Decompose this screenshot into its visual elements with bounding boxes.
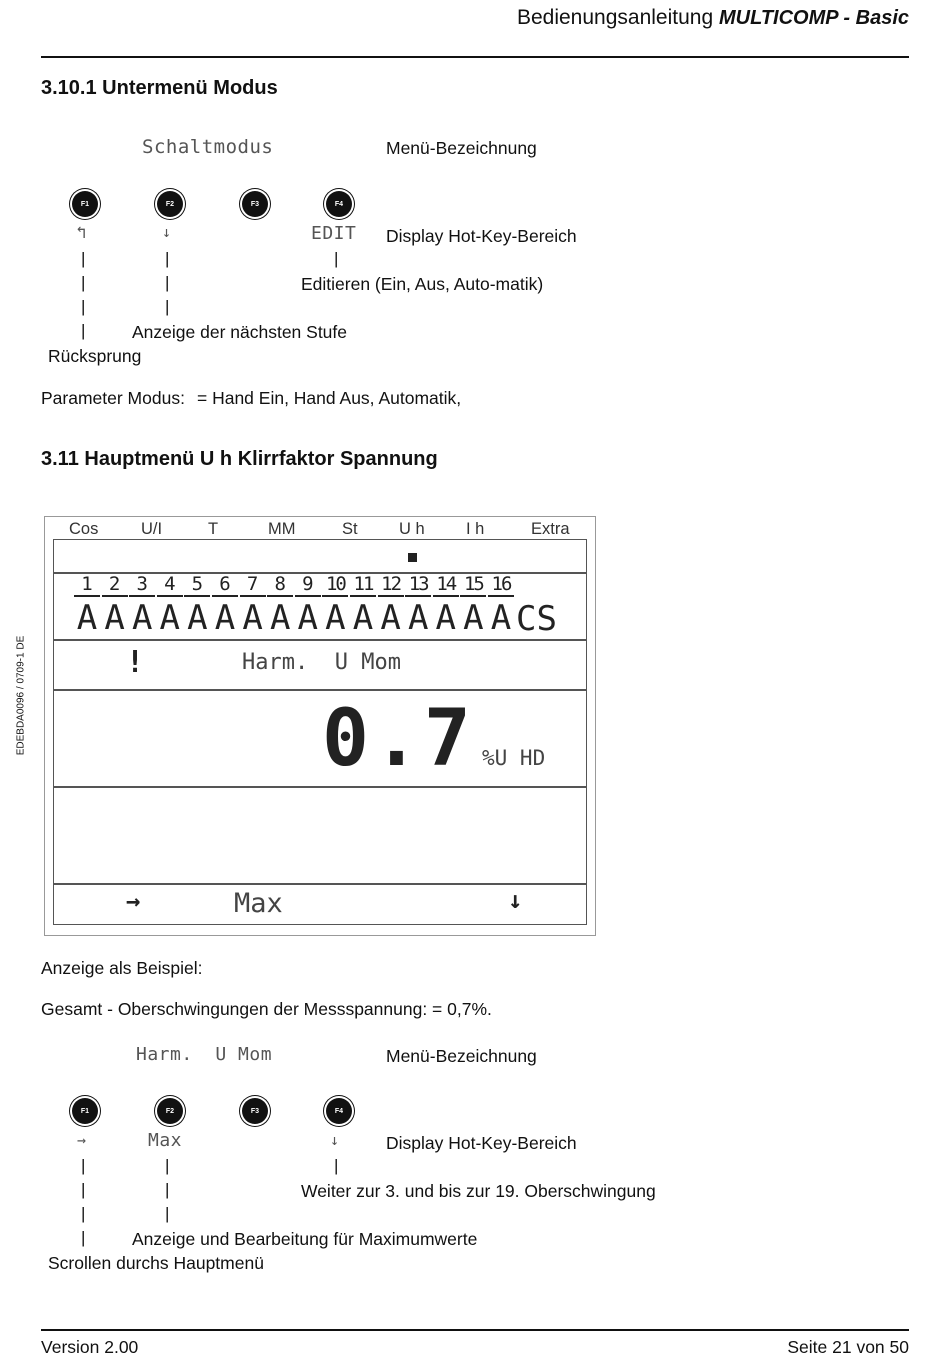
channel-number: 10 — [322, 573, 348, 597]
lcd-tab-ui[interactable]: U/I — [141, 520, 163, 538]
connector-line: | — [165, 1180, 170, 1199]
channel-state: A — [131, 598, 153, 638]
lcd-row-value — [53, 689, 587, 788]
header-divider — [41, 56, 909, 58]
channel-state: A — [463, 598, 484, 638]
channel-number: 6 — [212, 573, 238, 597]
connector-line: | — [334, 1156, 339, 1175]
lcd-tab-cos[interactable]: Cos — [69, 520, 99, 538]
example-label: Anzeige als Beispiel: — [41, 958, 203, 978]
channel-state: A — [76, 598, 98, 638]
lcd-row-mode — [53, 639, 587, 691]
channel-state: A — [380, 598, 401, 638]
channel-state: A — [104, 598, 125, 638]
lcd-display — [44, 516, 596, 936]
menu-name-label-2: Menü-Bezeichnung — [386, 1046, 537, 1066]
connector-line: | — [165, 1204, 170, 1223]
f2-key-icon[interactable]: F2 — [157, 191, 183, 217]
channel-state: A — [269, 598, 291, 638]
header-brand: MULTICOMP - Basic — [718, 7, 909, 29]
menu-name-lcd: Schaltmodus — [142, 136, 274, 158]
hotkey-f1-right-arrow-icon: → — [77, 1131, 87, 1149]
connector-line: | — [81, 249, 86, 268]
channel-state: A — [325, 598, 346, 638]
channel-number: 12 — [378, 573, 404, 597]
section-heading-hauptmenu: 3.11 Hauptmenü U h Klirrfaktor Spannung — [41, 448, 438, 470]
side-doc-code: EDEBDA0096 / 0709-1 DE — [15, 635, 27, 756]
softkey-right-arrow-icon[interactable]: → — [126, 887, 141, 915]
channel-state: A — [159, 598, 181, 638]
lcd-tab-extra[interactable]: Extra — [531, 520, 570, 538]
lcd-tab-uh[interactable]: U h — [399, 520, 425, 538]
header-title — [517, 6, 909, 30]
desc-f2: Anzeige der nächsten Stufe — [132, 322, 348, 342]
f4-key-icon[interactable]: F4 — [326, 191, 352, 217]
hotkey-f1-return-icon: ↰ — [76, 223, 87, 243]
channel-state: A — [352, 598, 374, 638]
measured-value: 0.7 — [322, 694, 475, 784]
lcd-tab-t[interactable]: T — [208, 520, 219, 538]
active-tab-marker-icon — [408, 553, 417, 562]
lcd-tab-st[interactable]: St — [342, 520, 358, 538]
connector-line: | — [81, 297, 86, 316]
lcd-row-channels — [53, 572, 587, 641]
channel-number: 16 — [488, 573, 514, 597]
channel-state: A — [490, 598, 512, 638]
footer-page: Seite 21 von 50 — [787, 1337, 909, 1357]
hotkey-area-label: Display Hot-Key-Bereich — [386, 226, 577, 246]
channel-number: 5 — [184, 573, 210, 597]
channel-state: A — [187, 598, 208, 638]
channel-number: 14 — [433, 573, 459, 597]
f3-key-icon[interactable]: F3 — [242, 191, 268, 217]
channel-number: 4 — [157, 573, 183, 597]
f1-key-icon[interactable]: F1 — [72, 191, 98, 217]
channel-number: 1 — [74, 573, 100, 597]
f4-key-icon[interactable]: F4 — [326, 1098, 352, 1124]
f3-key-icon[interactable]: F3 — [242, 1098, 268, 1124]
channel-number: 11 — [350, 573, 376, 597]
lcd-row-softkeys — [53, 883, 587, 925]
connector-line: | — [165, 1156, 170, 1175]
connector-line: | — [81, 1180, 86, 1199]
example-text: Gesamt - Oberschwingungen der Messspannung: = 0,7%. — [41, 999, 492, 1019]
hotkey-f2-max: Max — [148, 1130, 183, 1151]
measured-unit: %U HD — [482, 746, 546, 770]
channel-state: A — [242, 598, 263, 638]
channel-state: A — [435, 598, 457, 638]
softkey-down-arrow-icon[interactable]: ↓ — [508, 886, 523, 914]
connector-line: | — [81, 1204, 86, 1223]
desc-f2-2: Anzeige und Bearbeitung für Maximumwerte — [132, 1229, 478, 1249]
connector-line: | — [165, 249, 170, 268]
hotkey-f4-edit: EDIT — [311, 223, 357, 244]
hotkey-f2-down-icon: ↓ — [162, 223, 172, 241]
hotkey-f4-down-arrow-icon: ↓ — [330, 1131, 340, 1149]
channel-number: 3 — [129, 573, 155, 597]
desc-f1: Rücksprung — [48, 346, 142, 366]
lcd-tab-mm[interactable]: MM — [268, 520, 296, 538]
header-title-plain: Bedienungsanleitung — [516, 6, 714, 29]
channel-number: 13 — [405, 573, 431, 597]
footer-divider — [41, 1329, 909, 1331]
connector-line: | — [81, 1228, 86, 1247]
menu-name-lcd-2: Harm. U Mom — [136, 1044, 273, 1065]
parameter-label: Parameter Modus: — [41, 388, 185, 408]
desc-f4-2: Weiter zur 3. und bis zur 19. Oberschwingung — [301, 1181, 656, 1201]
connector-line: | — [81, 273, 86, 292]
connector-line: | — [81, 321, 86, 340]
channel-state: A — [214, 598, 236, 638]
connector-line: | — [81, 1156, 86, 1175]
status-suffix: CS — [516, 599, 557, 639]
desc-f4: Editieren (Ein, Aus, Auto-matik) — [301, 274, 544, 294]
lcd-row-marker — [53, 539, 587, 574]
f1-key-icon[interactable]: F1 — [72, 1098, 98, 1124]
channel-state: A — [297, 598, 319, 638]
hotkey-area-label-2: Display Hot-Key-Bereich — [386, 1133, 577, 1153]
warning-icon: ! — [126, 645, 145, 680]
channel-number: 2 — [102, 573, 128, 597]
channel-number: 7 — [240, 573, 266, 597]
parameter-value: = Hand Ein, Hand Aus, Automatik, — [197, 388, 462, 408]
lcd-tab-ih[interactable]: I h — [466, 520, 485, 538]
channel-number: 9 — [295, 573, 321, 597]
channel-number: 8 — [267, 573, 293, 597]
footer-version: Version 2.00 — [41, 1337, 139, 1357]
lcd-row-empty — [53, 786, 587, 885]
channel-state: A — [407, 598, 429, 638]
desc-f1-2: Scrollen durchs Hauptmenü — [48, 1253, 264, 1273]
mode-text: Harm. U Mom — [242, 650, 401, 675]
section-heading-modus: 3.10.1 Untermenü Modus — [41, 77, 278, 99]
menu-name-label: Menü-Bezeichnung — [386, 138, 537, 158]
softkey-max[interactable]: Max — [234, 888, 283, 919]
f2-key-icon[interactable]: F2 — [157, 1098, 183, 1124]
connector-line: | — [334, 249, 339, 268]
connector-line: | — [165, 273, 170, 292]
connector-line: | — [165, 297, 170, 316]
channel-number: 15 — [460, 573, 486, 597]
